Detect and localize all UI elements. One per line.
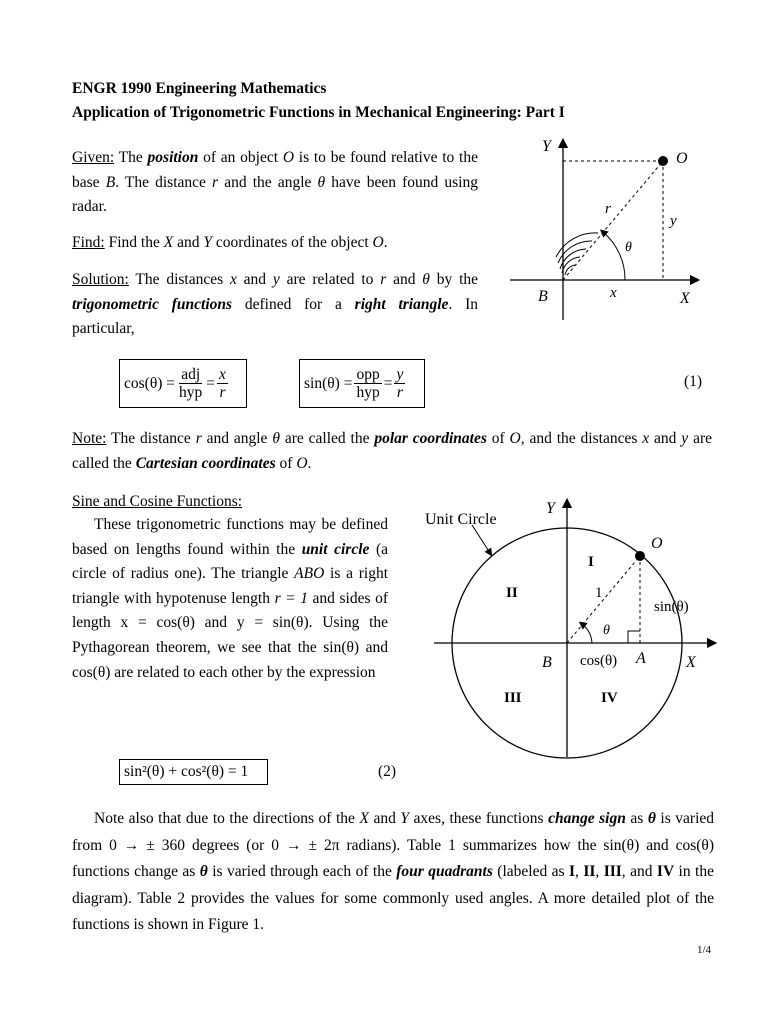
label-O: O: [676, 150, 688, 167]
right-angle-mark: [628, 631, 640, 643]
closing-paragraph: Note also that due to the directions of the X and Y axes, these functions change sign as θ is varied from 0 → ± 360 degrees (or 0 → ± 2π radians). Table 1 summarizes how the sin(θ) and cos(θ) functions change as θ is varied through each of the four quadrants (labeled as I, II, III, and IV in the diagram). Table 2 provides the values for some commonly used angles. A more detailed plot of the functions is shown in Figure 1.: [72, 810, 715, 933]
page-number: 1/4: [697, 944, 712, 956]
point-O: [635, 551, 645, 561]
label-Y: Y: [546, 500, 555, 517]
course-title: ENGR 1990 Engineering Mathematics: [72, 80, 327, 97]
quadrant-II: II: [506, 585, 518, 601]
equation-1-number: (1): [684, 373, 703, 390]
unit-circle-figure: [420, 495, 720, 760]
label-X: X: [680, 290, 690, 307]
label-B: B: [542, 654, 552, 671]
quadrant-III: III: [504, 690, 522, 706]
label-sin: sin(θ): [654, 599, 689, 615]
given-label: Given:: [72, 149, 115, 166]
sine-cosine-heading: Sine and Cosine Functions:: [72, 493, 243, 510]
object-point: [658, 156, 668, 166]
label-cos: cos(θ): [580, 653, 618, 669]
label-r: r: [605, 201, 611, 217]
find-paragraph: Find: Find the X and Y coordinates of the object O.: [72, 234, 388, 251]
pythagorean-identity-box: sin²(θ) + cos²(θ) = 1: [119, 759, 268, 785]
label-x: x: [610, 285, 617, 301]
polar-coordinates-figure: [500, 135, 720, 325]
label-theta: θ: [603, 623, 610, 638]
label-one: 1: [595, 585, 603, 601]
sine-cosine-paragraph: These trigonometric functions may be defined based on lengths found within the unit circle (a circle of radius one). The triangle ABO is a right triangle with hypotenuse length r = 1 and sides of length x = cos(θ) and y = sin(θ). Using the Pythagorean theorem, we see that the sin(θ) and cos(θ) are related to each other by the expression: [72, 516, 389, 681]
radius-line: [563, 161, 663, 280]
unit-circle-label: Unit Circle: [425, 511, 497, 528]
unit-circle-pointer: [472, 525, 490, 553]
quadrant-IV: IV: [601, 690, 618, 706]
angle-arc: [582, 624, 592, 643]
find-label: Find:: [72, 234, 105, 251]
label-A: A: [636, 650, 646, 667]
note-label: Note:: [72, 430, 107, 447]
equation-2-number: (2): [378, 763, 397, 780]
note-paragraph: Note: The distance r and angle θ are called the polar coordinates of O, and the distances x and y are called the Cartesian coordinates of O.: [72, 430, 712, 472]
label-O: O: [651, 535, 663, 552]
given-paragraph: Given: The position of an object O is to be found relative to the base B. The distance r and the angle θ have been found using radar.: [72, 149, 478, 215]
document-subtitle: Application of Trigonometric Functions in Mechanical Engineering: Part I: [72, 104, 565, 121]
label-B: B: [538, 288, 548, 305]
sin-definition-box: sin(θ) = $\frac{\text{opp}}{\text{hyp}}$ = $\frac{y}{r}$: [299, 359, 425, 408]
label-theta: θ: [625, 240, 632, 255]
solution-label: Solution:: [72, 271, 129, 288]
radar-wave-5: [556, 233, 598, 257]
label-y: y: [670, 213, 677, 229]
radar-wave-1: [565, 265, 575, 275]
cos-definition-box: cos(θ) = $\frac{\text{adj}}{\text{hyp}}$ = $\frac{x}{r}$: [119, 359, 247, 408]
quadrant-I: I: [588, 554, 594, 570]
label-Y: Y: [542, 138, 551, 155]
label-X: X: [686, 654, 696, 671]
solution-paragraph: Solution: The distances x and y are related to r and θ by the trigonometric functions defined for a right triangle. In particular,: [72, 271, 479, 337]
angle-arc: [603, 232, 625, 280]
